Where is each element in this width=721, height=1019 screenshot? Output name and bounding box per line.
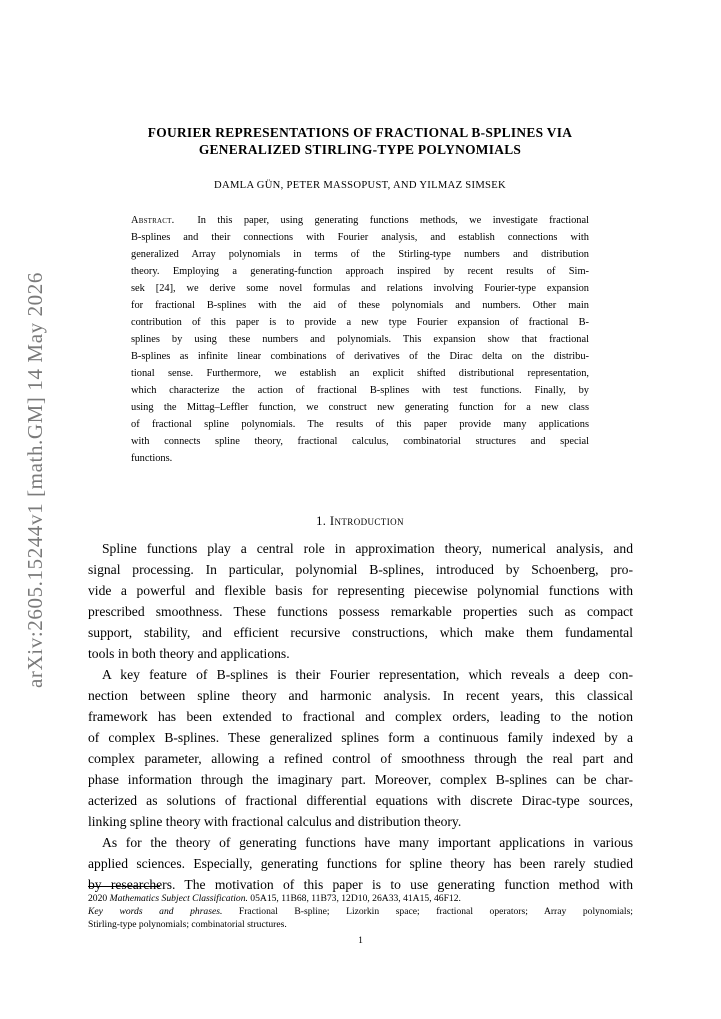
abstract-line: which characterize the action of fractional B-splines with test functions. Finally, by	[131, 385, 589, 396]
msc-codes: 05A15, 11B68, 11B73, 12D10, 26A33, 41A15, 46F12.	[250, 893, 461, 904]
abstract-line: splines by using these numbers and polynomials. This expansion show that fractional	[131, 334, 589, 345]
body-line: prescribed smoothness. These functions possess remarkable properties such as compact	[88, 604, 633, 619]
keywords-label: Key words and phrases.	[88, 906, 223, 917]
keywords-line-1: Fractional B-spline; Lizorkin space; fractional operators; Array polynomials;	[238, 906, 633, 917]
abstract-line	[131, 214, 589, 227]
body-line: phase information through the imaginary part. Moreover, complex B-splines can be char-	[88, 772, 633, 787]
abstract-first-line: In this paper, using generating functions methods, we investigate fractional	[197, 215, 589, 226]
keywords-footnote	[88, 906, 633, 918]
body-line: complex parameter, allowing a refined control of smoothness through the real part and	[88, 751, 633, 766]
body-line: framework has been extended to fractional and complex orders, leading to the notion	[88, 709, 633, 724]
page-number: 1	[358, 935, 363, 946]
abstract-line: B-splines and their connections with Fourier analysis, and establish connections with	[131, 232, 589, 243]
section-title: Introduction	[329, 514, 404, 528]
body-line: support, stability, and efficient recursive constructions, which make them fundamental	[88, 625, 633, 640]
body-line: nection between spline theory and harmonic analysis. In recent years, this classical	[88, 688, 633, 703]
abstract-line: B-splines as infinite linear combinations of derivatives of the Dirac delta on the distribu-	[131, 351, 589, 362]
abstract-line: for fractional B-splines with the aid of these polynomials and numbers. Other main	[131, 300, 589, 311]
body-line: by researchers. The motivation of this paper is to use generating function method with	[88, 877, 633, 892]
author-list: DAMLA GÜN, PETER MASSOPUST, AND YILMAZ SIMSEK	[214, 180, 506, 191]
abstract-line: sek [24], we derive some novel formulas and relations involving Fourier-type expansion	[131, 283, 589, 294]
msc-year: 2020	[88, 893, 108, 904]
body-line: As for the theory of generating functions have many important applications in various	[102, 835, 633, 850]
paper-title-line-2: GENERALIZED STIRLING-TYPE POLYNOMIALS	[198, 142, 522, 157]
body-line: signal processing. In particular, polynomial B-splines, introduced by Schoenberg, pro-	[88, 562, 633, 577]
abstract-label: Abstract.	[131, 215, 175, 226]
keywords-line-2: Stirling-type polynomials; combinatorial structures.	[88, 919, 287, 930]
abstract-line: of fractional spline polynomials. The results of this paper provide many applications	[131, 419, 589, 430]
abstract-line: tional sense. Furthermore, we establish an explicit shifted distributional representation,	[131, 368, 589, 379]
abstract-line: functions.	[131, 453, 173, 464]
msc-footnote	[88, 893, 633, 905]
abstract-line: with connects spline theory, fractional calculus, combinatorial structures and special	[131, 436, 589, 447]
body-line: applied sciences. Especially, generating functions for spline theory has been rarely studied	[88, 856, 633, 871]
section-number: 1.	[316, 514, 327, 528]
body-line: Spline functions play a central role in approximation theory, numerical analysis, and	[102, 541, 633, 556]
body-line: tools in both theory and applications.	[88, 646, 290, 661]
abstract-line: using the Mittag–Leffler function, we construct new generating function for a new class	[131, 402, 589, 413]
abstract-line: theory. Employing a generating-function approach inspired by recent results of Sim-	[131, 266, 589, 277]
paper-title-line-1: FOURIER REPRESENTATIONS OF FRACTIONAL B-SPLINES VIA	[147, 125, 573, 140]
abstract-line: contribution of this paper is to provide a new type Fourier expansion of fractional B-	[131, 317, 589, 328]
msc-label: Mathematics Subject Classification.	[109, 893, 248, 904]
body-line: A key feature of B-splines is their Fourier representation, which reveals a deep con-	[102, 667, 633, 682]
body-line: vide a powerful and flexible basis for representing piecewise polynomial functions with	[88, 583, 633, 598]
section-heading	[88, 514, 632, 529]
body-line: of complex B-splines. These generalized splines form a continuous family indexed by a	[88, 730, 633, 745]
abstract-line: generalized Array polynomials in terms of the Stirling-type numbers and distribution	[131, 249, 589, 260]
body-line: linking spline theory with fractional calculus and distribution theory.	[88, 814, 462, 829]
footnote-rule	[88, 886, 160, 887]
arxiv-identifier: arXiv:2605.15244v1 [math.GM] 14 May 2026	[23, 272, 47, 688]
body-line: acterized as solutions of fractional differential equations with discrete Dirac-type sources,	[88, 793, 633, 808]
